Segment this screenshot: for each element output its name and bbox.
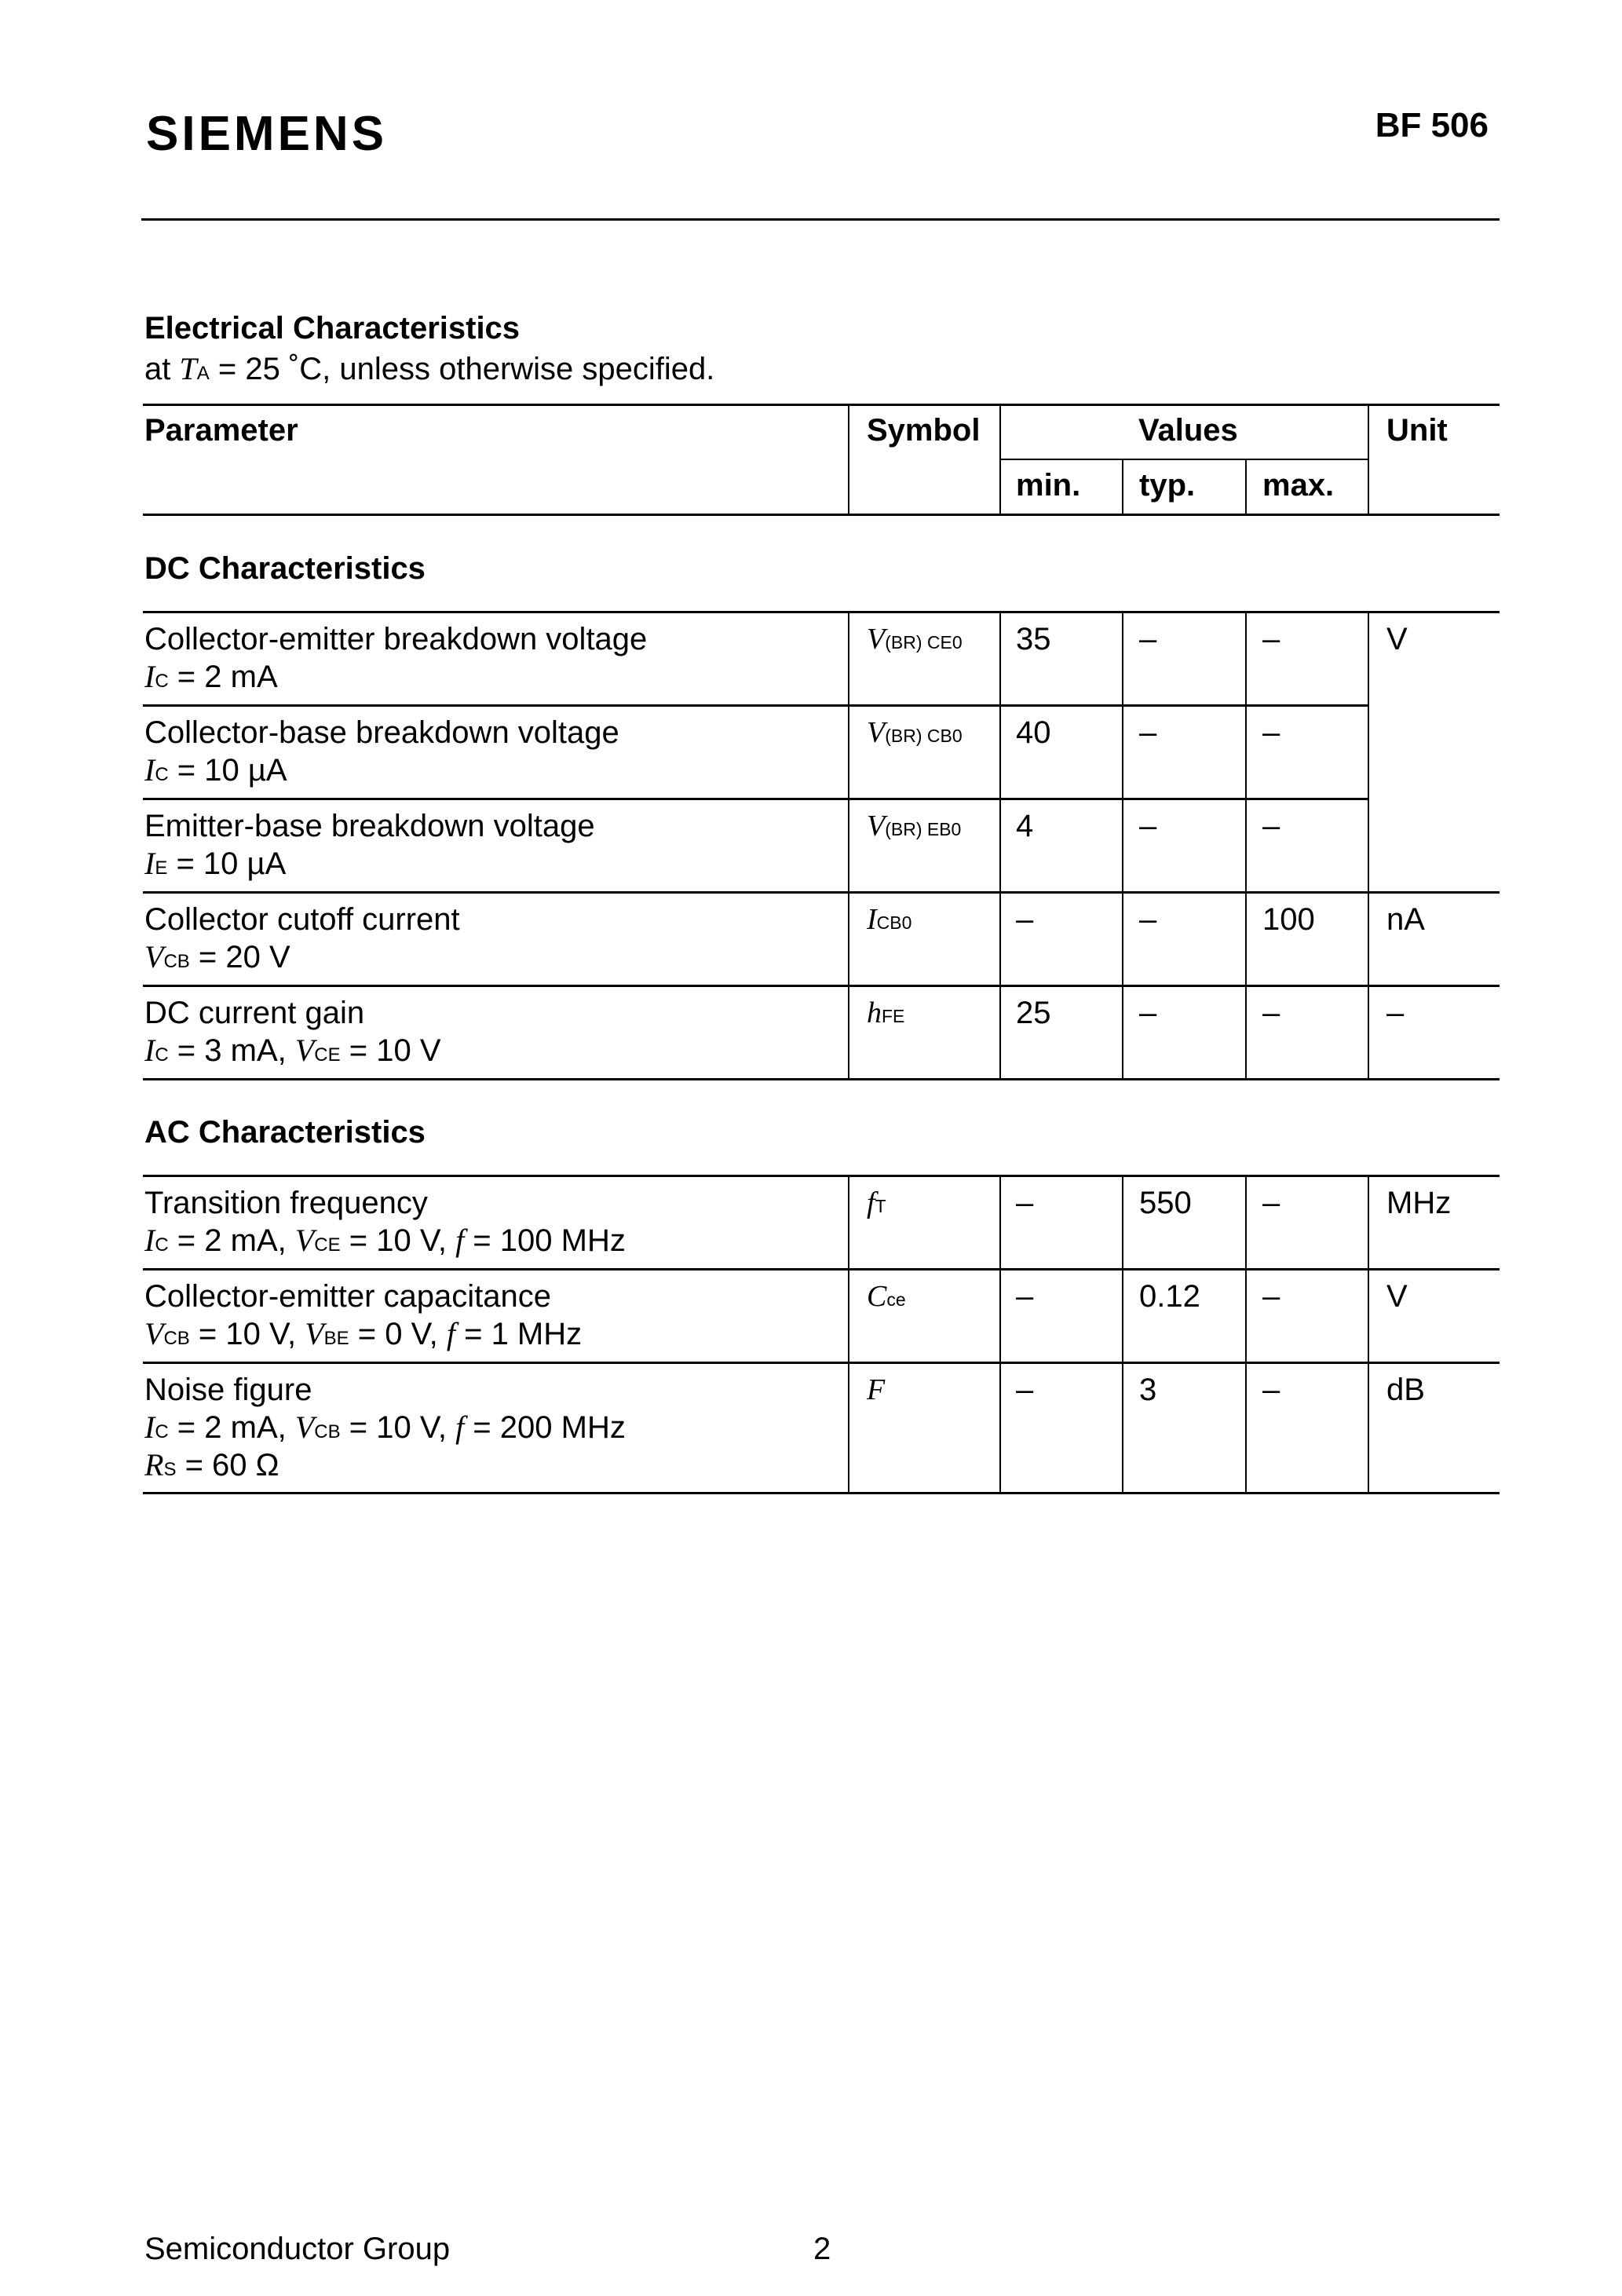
value-max: – xyxy=(1262,996,1280,1030)
value-max: – xyxy=(1262,1186,1280,1220)
symbol: fT xyxy=(867,1186,886,1219)
unit: dB xyxy=(1386,1373,1425,1407)
ac-group-title: AC Characteristics xyxy=(144,1115,426,1150)
value-min: – xyxy=(1016,1186,1034,1220)
column-rule xyxy=(848,798,849,893)
value-min: 40 xyxy=(1016,715,1051,750)
column-rule xyxy=(848,1362,849,1493)
table-top-rule xyxy=(143,404,1500,406)
column-rule xyxy=(999,611,1001,706)
value-max: – xyxy=(1262,622,1280,656)
symbol: F xyxy=(867,1373,886,1406)
parameter-name: Collector-emitter breakdown voltage xyxy=(144,622,648,656)
column-rule xyxy=(1122,611,1123,706)
column-rule xyxy=(848,891,849,986)
ac-bottom-rule xyxy=(143,1492,1500,1494)
header-symbol: Symbol xyxy=(867,413,981,448)
header-rule xyxy=(141,218,1500,221)
row-top-rule xyxy=(143,985,1500,987)
test-condition: IE = 10 µA xyxy=(144,846,287,881)
header-typ: typ. xyxy=(1139,468,1196,503)
unit: V xyxy=(1386,1279,1408,1314)
value-max: – xyxy=(1262,809,1280,843)
column-rule xyxy=(1122,1268,1123,1363)
row-top-rule xyxy=(143,891,1500,894)
column-rule xyxy=(999,798,1001,893)
test-condition: IC = 2 mA, VCE = 10 V, f = 100 MHz xyxy=(144,1223,626,1258)
column-rule xyxy=(1368,1268,1369,1363)
row-top-rule xyxy=(143,1268,1500,1270)
column-rule xyxy=(848,1268,849,1363)
symbol: V(BR) CE0 xyxy=(867,623,963,656)
value-min: 35 xyxy=(1016,622,1051,656)
unit: MHz xyxy=(1386,1186,1452,1220)
test-condition: IC = 10 µA xyxy=(144,752,287,788)
value-max: – xyxy=(1262,1373,1280,1407)
value-typ: – xyxy=(1139,902,1157,937)
value-typ: – xyxy=(1139,809,1157,843)
column-rule xyxy=(1122,704,1123,799)
column-rule xyxy=(999,1175,1001,1270)
part-number: BF 506 xyxy=(1375,106,1489,144)
column-rule xyxy=(1368,891,1369,986)
column-rule xyxy=(999,1362,1001,1493)
column-rule xyxy=(848,704,849,799)
column-rule xyxy=(1368,704,1369,799)
header-max: max. xyxy=(1262,468,1335,503)
column-rule xyxy=(1122,798,1123,893)
column-rule xyxy=(1368,1175,1369,1270)
symbol: Cce xyxy=(867,1280,906,1313)
column-rule xyxy=(1368,798,1369,893)
footer-publisher: Semiconductor Group xyxy=(144,2232,451,2266)
value-typ: – xyxy=(1139,996,1157,1030)
unit: – xyxy=(1386,996,1405,1030)
value-max: 100 xyxy=(1262,902,1315,937)
row-top-rule xyxy=(143,1362,1500,1364)
column-rule xyxy=(1245,1362,1247,1493)
merged-unit-cell-cover xyxy=(1369,704,1501,708)
value-min: – xyxy=(1016,1279,1034,1314)
column-rule xyxy=(999,704,1001,799)
parameter-name: Transition frequency xyxy=(144,1186,428,1220)
column-rule xyxy=(1368,1362,1369,1493)
siemens-logo: SIEMENS xyxy=(146,107,388,161)
row-top-rule xyxy=(143,704,1500,707)
value-max: – xyxy=(1262,715,1280,750)
value-typ: 0.12 xyxy=(1139,1279,1200,1314)
column-rule xyxy=(1368,985,1369,1080)
header-bottom-rule xyxy=(143,514,1500,516)
column-rule xyxy=(999,891,1001,986)
value-min: 25 xyxy=(1016,996,1051,1030)
test-condition: VCB = 20 V xyxy=(144,939,290,974)
value-typ: – xyxy=(1139,715,1157,750)
dc-group-title: DC Characteristics xyxy=(144,551,426,586)
hdr-vline-1 xyxy=(848,404,849,515)
header-parameter: Parameter xyxy=(144,413,298,448)
test-condition: VCB = 10 V, VBE = 0 V, f = 1 MHz xyxy=(144,1316,583,1351)
value-min: – xyxy=(1016,902,1034,937)
column-rule xyxy=(1245,704,1247,799)
hdr-vline-3 xyxy=(1122,459,1123,515)
column-rule xyxy=(1122,891,1123,986)
parameter-name: Emitter-base breakdown voltage xyxy=(144,809,595,843)
column-rule xyxy=(848,1175,849,1270)
symbol: V(BR) CB0 xyxy=(867,716,963,749)
value-typ: 550 xyxy=(1139,1186,1192,1220)
row-top-rule xyxy=(143,1175,1500,1177)
symbol: V(BR) EB0 xyxy=(867,810,962,843)
column-rule xyxy=(999,985,1001,1080)
unit: nA xyxy=(1386,902,1425,937)
symbol: hFE xyxy=(867,996,905,1029)
header-unit: Unit xyxy=(1386,413,1448,448)
value-min: – xyxy=(1016,1373,1034,1407)
column-rule xyxy=(1368,611,1369,706)
section-subtitle: at TA = 25 ˚C, unless otherwise specified. xyxy=(144,351,715,386)
column-rule xyxy=(848,985,849,1080)
merged-unit-cell-cover xyxy=(1369,797,1501,802)
column-rule xyxy=(1122,1362,1123,1493)
parameter-name: Collector-base breakdown voltage xyxy=(144,715,619,750)
column-rule xyxy=(999,1268,1001,1363)
column-rule xyxy=(1122,1175,1123,1270)
column-rule xyxy=(1122,985,1123,1080)
parameter-name: Noise figure xyxy=(144,1373,312,1407)
value-max: – xyxy=(1262,1279,1280,1314)
value-typ: 3 xyxy=(1139,1373,1157,1407)
test-condition-2: RS = 60 Ω xyxy=(144,1447,279,1483)
row-top-rule xyxy=(143,798,1500,800)
value-min: 4 xyxy=(1016,809,1034,843)
hdr-vline-4 xyxy=(1245,459,1247,515)
footer-page-number: 2 xyxy=(813,2232,831,2266)
value-typ: – xyxy=(1139,622,1157,656)
header-min: min. xyxy=(1016,468,1081,503)
column-rule xyxy=(1245,611,1247,706)
row-top-rule xyxy=(143,611,1500,613)
values-subrule xyxy=(1001,459,1368,460)
column-rule xyxy=(1245,798,1247,893)
column-rule xyxy=(1245,891,1247,986)
symbol: ICB0 xyxy=(867,903,912,936)
column-rule xyxy=(1245,985,1247,1080)
column-rule xyxy=(1245,1175,1247,1270)
hdr-vline-2 xyxy=(999,404,1001,515)
parameter-name: Collector-emitter capacitance xyxy=(144,1279,551,1314)
unit: V xyxy=(1386,622,1408,656)
test-condition: IC = 2 mA, VCB = 10 V, f = 200 MHz xyxy=(144,1409,626,1445)
test-condition: IC = 2 mA xyxy=(144,659,278,694)
section-title: Electrical Characteristics xyxy=(144,311,521,345)
parameter-name: DC current gain xyxy=(144,996,365,1030)
hdr-vline-5 xyxy=(1368,404,1369,515)
test-condition: IC = 3 mA, VCE = 10 V xyxy=(144,1033,441,1068)
column-rule xyxy=(1245,1268,1247,1363)
header-values: Values xyxy=(1138,413,1238,448)
parameter-name: Collector cutoff current xyxy=(144,902,460,937)
dc-bottom-rule xyxy=(143,1078,1500,1080)
column-rule xyxy=(848,611,849,706)
